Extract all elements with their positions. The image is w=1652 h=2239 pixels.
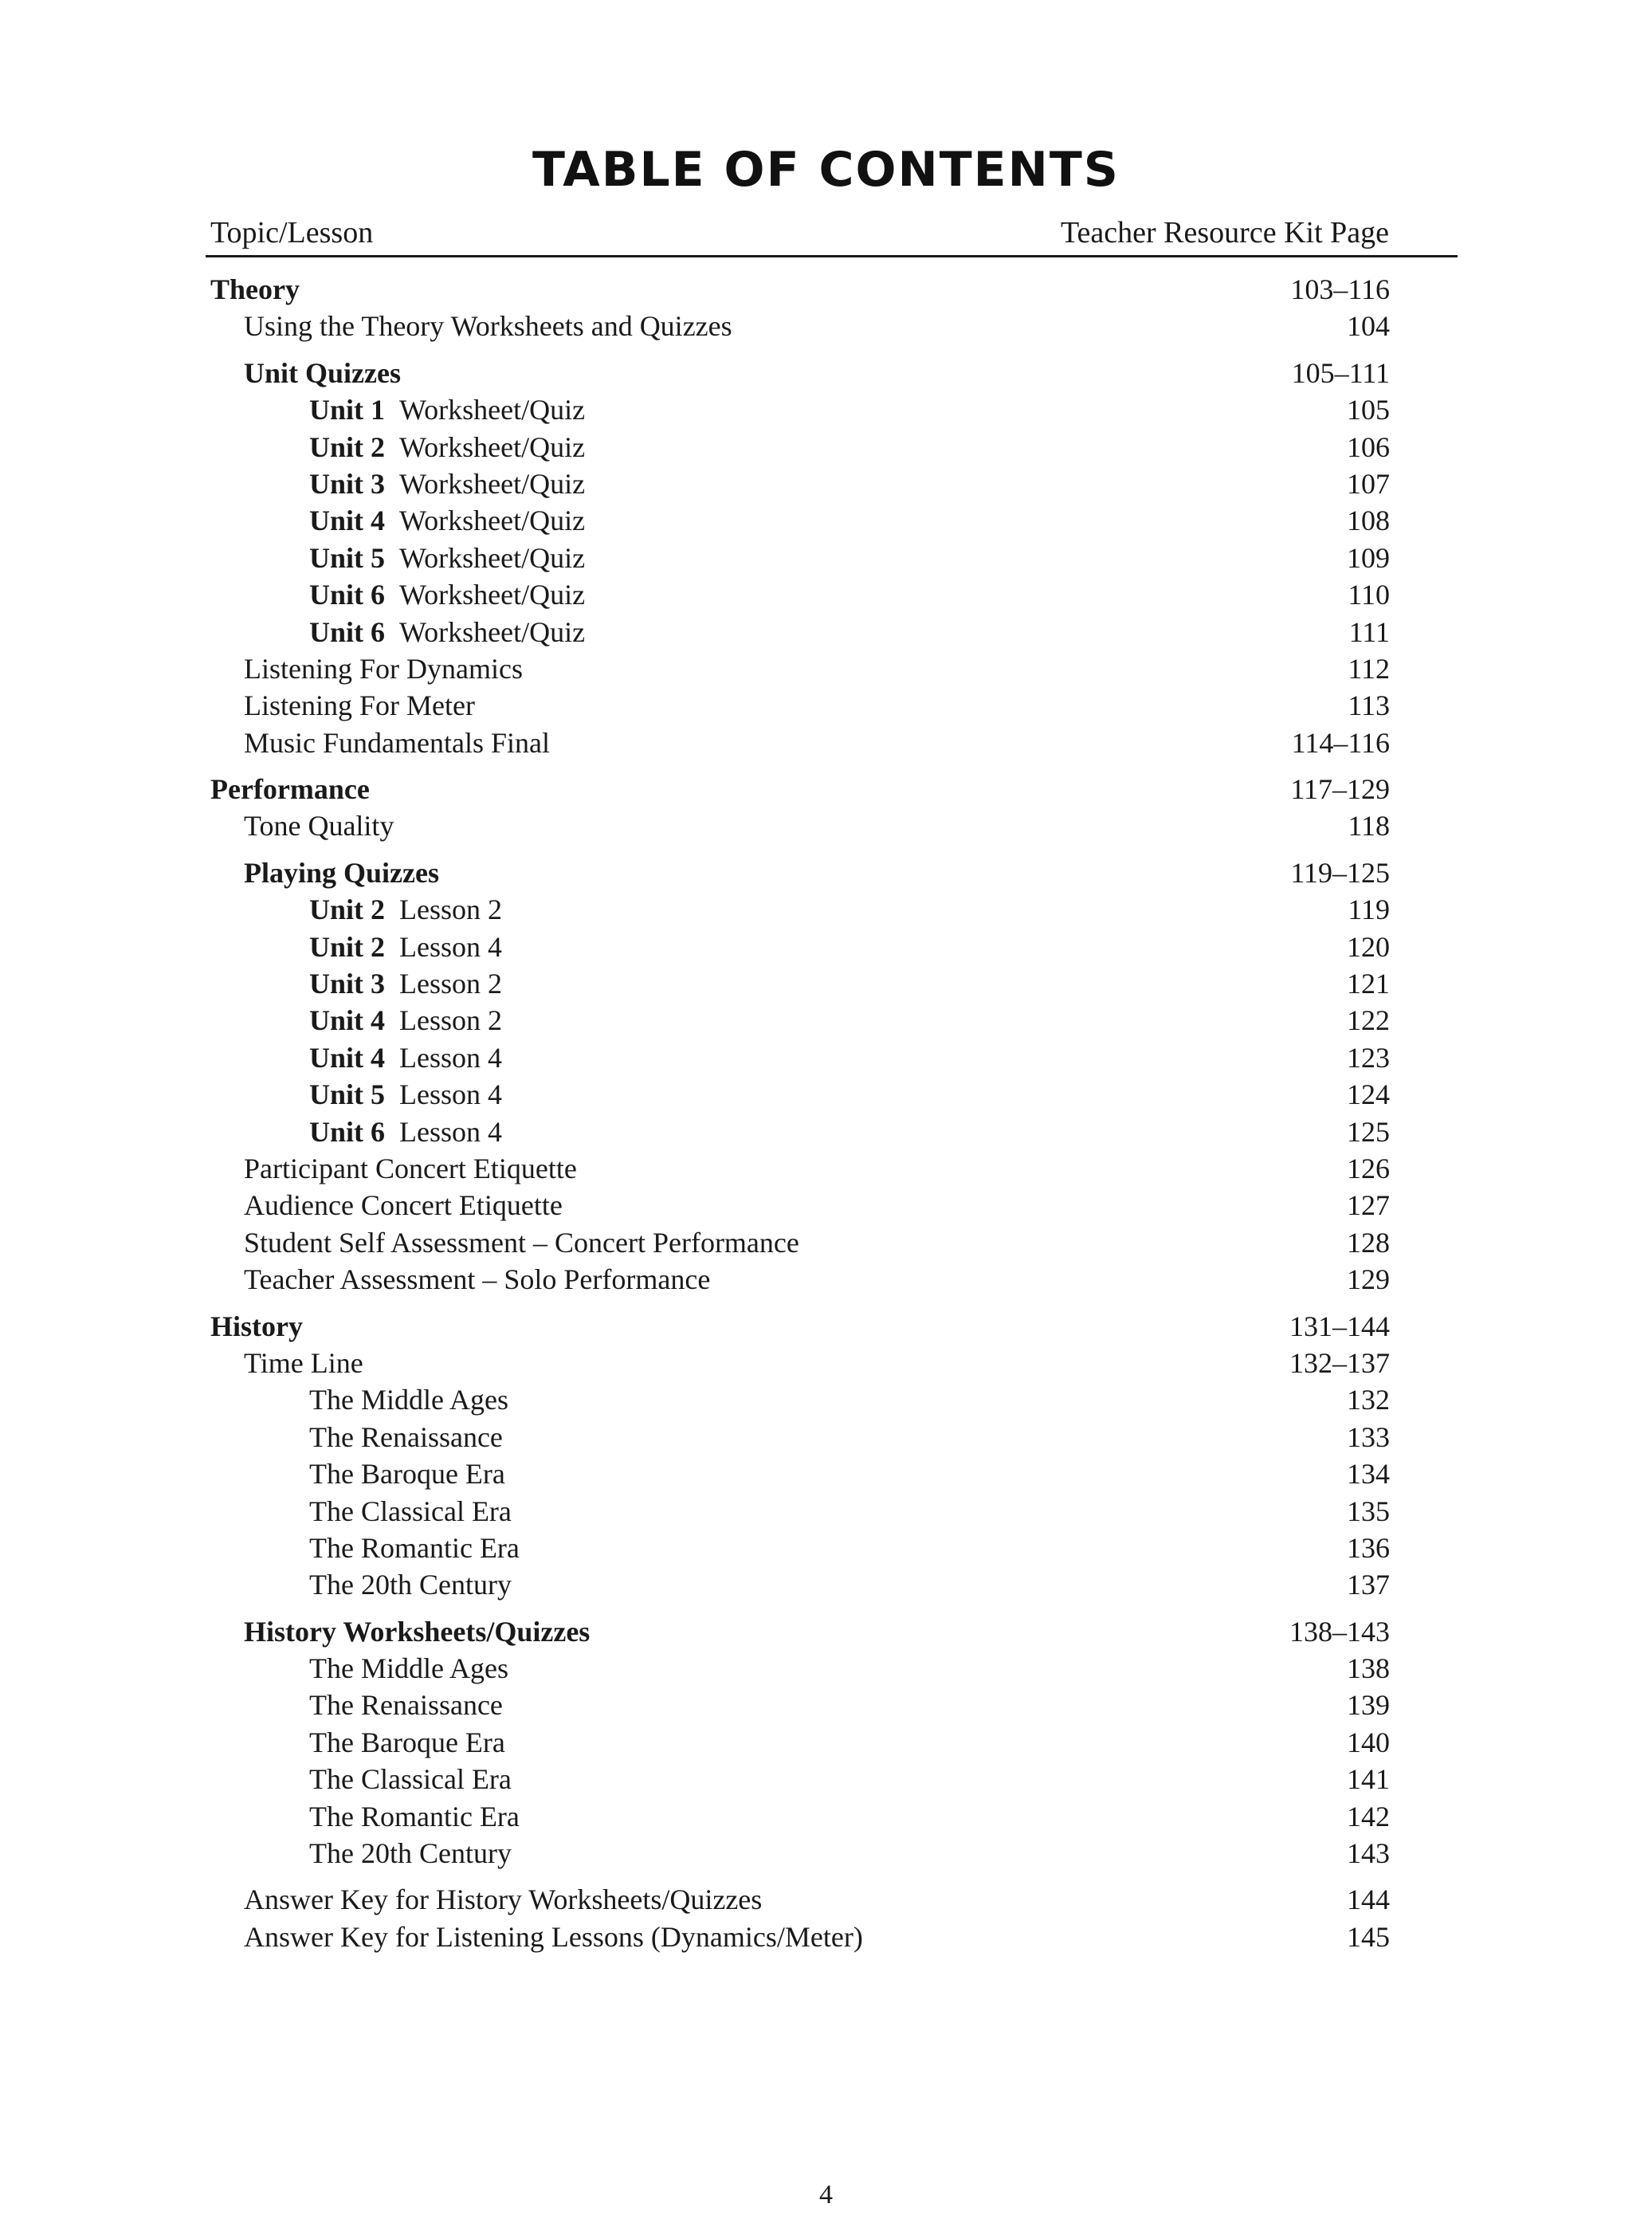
toc-entry <box>210 1345 1390 1381</box>
toc-entry-page: 137 <box>1347 1569 1390 1601</box>
toc-entry-label: Worksheet/Quiz <box>399 541 586 574</box>
toc-entry-page: 105 <box>1347 394 1390 426</box>
toc-entry-label: The Renaissance <box>309 1689 503 1722</box>
toc-entry-page: 142 <box>1347 1800 1390 1832</box>
toc-entry-topic <box>244 854 439 891</box>
toc-entry-label: The Romantic Era <box>309 1800 520 1832</box>
toc-entry <box>210 687 1390 724</box>
toc-entry-unit: Unit 6 <box>309 579 386 611</box>
toc-entry <box>210 391 1390 428</box>
toc-entry-page: 123 <box>1347 1041 1390 1074</box>
toc-entry <box>210 650 1390 687</box>
toc-entry <box>210 502 1390 539</box>
toc-entry-page: 138 <box>1347 1652 1390 1685</box>
toc-entry-label: The 20th Century <box>309 1569 512 1601</box>
toc-entry-label: Lesson 2 <box>399 894 503 926</box>
toc-entry-label: Answer Key for Listening Lessons (Dynamics/Meter) <box>244 1920 863 1953</box>
toc-entry-topic <box>210 771 370 807</box>
toc-entry <box>210 1114 1390 1150</box>
toc-entry <box>210 1493 1390 1530</box>
toc-entry-page: 143 <box>1347 1837 1390 1870</box>
toc-entry-label: Performance <box>210 773 370 806</box>
toc-entry-topic <box>244 1919 863 1955</box>
toc-entry-topic <box>309 1798 520 1835</box>
toc-entry <box>210 540 1390 576</box>
topic-lesson-header: Topic/Lesson <box>210 216 374 249</box>
toc-entry-topic <box>244 1187 563 1224</box>
toc-entry <box>210 965 1390 1002</box>
toc-entry <box>210 771 1390 807</box>
toc-entry-label: Lesson 2 <box>399 968 503 1000</box>
toc-entry-label: The Baroque Era <box>309 1458 505 1491</box>
toc-entry-page: 140 <box>1347 1726 1390 1758</box>
toc-entry-page: 105–111 <box>1291 356 1390 389</box>
toc-entry-page: 136 <box>1347 1531 1390 1564</box>
toc-entry-label: The Classical Era <box>309 1495 512 1527</box>
toc-entry-page: 129 <box>1347 1263 1390 1296</box>
toc-entry-topic <box>309 1493 512 1530</box>
toc-entry-label: Unit Quizzes <box>244 356 401 389</box>
toc-entry-topic <box>244 308 732 344</box>
toc-entry-unit: Unit 4 <box>309 1041 386 1074</box>
toc-entry-page: 135 <box>1347 1495 1390 1527</box>
toc-entry-label: Playing Quizzes <box>244 856 439 889</box>
toc-entry-page: 107 <box>1347 467 1390 500</box>
toc-entry-label: The Renaissance <box>309 1420 503 1453</box>
toc-entry <box>210 1687 1390 1723</box>
toc-entry-page: 132–137 <box>1289 1346 1390 1379</box>
toc-entry <box>210 1919 1390 1955</box>
toc-entry <box>210 1224 1390 1261</box>
toc-entry <box>210 1798 1390 1835</box>
toc-entry-page: 124 <box>1347 1078 1390 1111</box>
toc-entry-topic <box>309 614 585 650</box>
toc-entry-label: Lesson 4 <box>399 1078 503 1111</box>
toc-entry-label: Listening For Meter <box>244 689 475 722</box>
toc-entry-page: 103–116 <box>1290 273 1390 305</box>
toc-entry-page: 128 <box>1347 1226 1390 1259</box>
toc-entry-page: 112 <box>1348 652 1390 685</box>
toc-entry-topic <box>309 1650 508 1687</box>
toc-entry-topic <box>309 1724 505 1761</box>
toc-entry-unit: Unit 3 <box>309 968 386 1000</box>
toc-entry-page: 109 <box>1347 541 1390 574</box>
toc-entry-unit: Unit 5 <box>309 1078 386 1111</box>
toc-entry-page: 104 <box>1347 310 1390 343</box>
toc-entry-topic <box>244 1613 590 1650</box>
toc-entry-topic <box>244 1224 799 1261</box>
page-title: TABLE OF CONTENTS <box>532 142 1120 198</box>
toc-entry <box>210 614 1390 650</box>
toc-entry <box>210 854 1390 891</box>
toc-entry-page: 106 <box>1347 430 1390 463</box>
toc-entry-label: The Classical Era <box>309 1763 512 1796</box>
toc-entry <box>210 429 1390 465</box>
toc-entry <box>210 725 1390 761</box>
toc-entry-page: 145 <box>1347 1920 1390 1953</box>
toc-entry-label: Student Self Assessment – Concert Performance <box>244 1226 799 1259</box>
toc-entry-topic <box>244 1150 577 1187</box>
toc-entry-label: The Middle Ages <box>309 1652 508 1685</box>
toc-entry-topic <box>309 1381 508 1418</box>
toc-entry <box>210 1881 1390 1918</box>
toc-entry-topic <box>244 1881 762 1918</box>
toc-entry-topic <box>244 687 475 724</box>
toc-entry <box>210 1566 1390 1603</box>
page-number: 4 <box>819 2180 833 2210</box>
toc-entry-topic <box>210 1308 303 1345</box>
toc-entry-page: 108 <box>1347 505 1390 537</box>
toc-entry-label: History <box>210 1310 303 1342</box>
toc-entry-page: 113 <box>1348 689 1390 722</box>
toc-entry-topic <box>309 1039 502 1076</box>
toc-entry-page: 134 <box>1347 1458 1390 1491</box>
toc-entry-unit: Unit 2 <box>309 894 386 926</box>
toc-entry-label: Time Line <box>244 1346 363 1379</box>
toc-entry <box>210 576 1390 613</box>
toc-entry-page: 119–125 <box>1290 856 1390 889</box>
toc-entry <box>210 807 1390 844</box>
toc-entry-label: Listening For Dynamics <box>244 652 523 685</box>
toc-entry-topic <box>309 1076 502 1113</box>
toc-entry-topic <box>309 540 585 576</box>
toc-entry <box>210 929 1390 965</box>
toc-entry-topic <box>210 271 300 308</box>
toc-entry-label: History Worksheets/Quizzes <box>244 1615 591 1648</box>
toc-entry-page: 127 <box>1347 1189 1390 1222</box>
toc-entry-topic <box>309 1761 512 1797</box>
toc-entry-topic <box>309 929 502 965</box>
toc-entry-page: 119 <box>1348 894 1390 926</box>
table-of-contents <box>210 271 1390 1955</box>
toc-entry <box>210 1039 1390 1076</box>
toc-entry-topic <box>309 391 585 428</box>
toc-entry <box>210 1530 1390 1566</box>
toc-entry <box>210 1761 1390 1797</box>
toc-entry-page: 121 <box>1347 968 1390 1000</box>
toc-entry-label: Lesson 4 <box>399 1115 503 1148</box>
toc-entry-page: 114–116 <box>1291 726 1390 759</box>
toc-entry-label: Theory <box>210 273 300 305</box>
toc-entry <box>210 1261 1390 1298</box>
toc-entry <box>210 308 1390 344</box>
resource-kit-page-header: Teacher Resource Kit Page <box>1061 216 1389 249</box>
toc-entry-topic <box>309 1566 512 1603</box>
toc-entry-label: Music Fundamentals Final <box>244 726 550 759</box>
toc-entry <box>210 1381 1390 1418</box>
toc-entry-topic <box>309 1419 503 1455</box>
toc-entry-label: Worksheet/Quiz <box>399 394 586 426</box>
toc-entry <box>210 465 1390 502</box>
toc-entry <box>210 1002 1390 1039</box>
toc-entry-topic <box>309 965 502 1002</box>
toc-entry-label: Worksheet/Quiz <box>399 467 586 500</box>
toc-entry-topic <box>309 576 585 613</box>
toc-entry-label: Answer Key for History Worksheets/Quizzes <box>244 1884 763 1916</box>
toc-entry-page: 122 <box>1347 1004 1390 1037</box>
toc-entry-page: 125 <box>1347 1115 1390 1148</box>
toc-entry <box>210 355 1390 391</box>
toc-entry-label: Audience Concert Etiquette <box>244 1189 563 1222</box>
toc-entry <box>210 891 1390 928</box>
toc-entry <box>210 1419 1390 1455</box>
toc-entry-topic <box>244 725 550 761</box>
toc-entry-label: Lesson 4 <box>399 930 503 963</box>
toc-entry-label: Using the Theory Worksheets and Quizzes <box>244 310 732 343</box>
toc-entry <box>210 271 1390 308</box>
toc-entry-unit: Unit 1 <box>309 394 386 426</box>
toc-entry-label: The Romantic Era <box>309 1531 520 1564</box>
toc-entry-page: 141 <box>1347 1763 1390 1796</box>
toc-entry-topic <box>309 465 585 502</box>
toc-entry <box>210 1650 1390 1687</box>
toc-entry-page: 120 <box>1347 930 1390 963</box>
toc-entry-label: Participant Concert Etiquette <box>244 1152 577 1184</box>
toc-entry-page: 131–144 <box>1289 1310 1390 1342</box>
toc-entry <box>210 1187 1390 1224</box>
toc-entry-page: 126 <box>1347 1152 1390 1184</box>
toc-entry <box>210 1076 1390 1113</box>
toc-entry <box>210 1835 1390 1872</box>
toc-entry-unit: Unit 6 <box>309 615 386 648</box>
toc-entry-label: Teacher Assessment – Solo Performance <box>244 1263 711 1296</box>
toc-entry-label: The Baroque Era <box>309 1726 505 1758</box>
toc-entry-page: 138–143 <box>1289 1615 1390 1648</box>
toc-entry-page: 144 <box>1347 1884 1390 1916</box>
toc-entry-page: 118 <box>1348 810 1390 843</box>
toc-entry-unit: Unit 4 <box>309 505 386 537</box>
toc-entry <box>210 1308 1390 1345</box>
toc-entry-page: 110 <box>1348 579 1390 611</box>
toc-entry-label: Lesson 4 <box>399 1041 503 1074</box>
toc-entry-unit: Unit 3 <box>309 467 386 500</box>
toc-entry-topic <box>244 1345 363 1381</box>
toc-entry-topic <box>244 1261 710 1298</box>
toc-entry-label: The Middle Ages <box>309 1384 508 1416</box>
toc-entry-topic <box>309 891 502 928</box>
toc-entry-topic <box>309 502 585 539</box>
toc-entry <box>210 1613 1390 1650</box>
toc-entry-unit: Unit 6 <box>309 1115 386 1148</box>
toc-entry-label: Worksheet/Quiz <box>399 615 586 648</box>
header-rule <box>206 255 1458 257</box>
toc-entry-topic <box>244 807 394 844</box>
toc-entry-topic <box>309 1835 512 1872</box>
toc-entry-page: 117–129 <box>1290 773 1390 806</box>
toc-entry-topic <box>244 355 401 391</box>
toc-entry <box>210 1724 1390 1761</box>
toc-entry-label: Worksheet/Quiz <box>399 430 586 463</box>
toc-entry-unit: Unit 2 <box>309 430 386 463</box>
toc-entry-page: 111 <box>1348 615 1390 648</box>
toc-entry-label: The 20th Century <box>309 1837 512 1870</box>
toc-entry-topic <box>309 1455 505 1492</box>
toc-entry-topic <box>309 1687 503 1723</box>
toc-entry <box>210 1455 1390 1492</box>
toc-entry-unit: Unit 4 <box>309 1004 386 1037</box>
toc-entry-page: 139 <box>1347 1689 1390 1722</box>
toc-entry-label: Tone Quality <box>244 810 394 843</box>
toc-entry-label: Worksheet/Quiz <box>399 505 586 537</box>
toc-entry-topic <box>309 429 585 465</box>
toc-entry-topic <box>309 1002 502 1039</box>
toc-entry-unit: Unit 2 <box>309 930 386 963</box>
toc-entry-label: Lesson 2 <box>399 1004 503 1037</box>
toc-entry-topic <box>244 650 523 687</box>
toc-entry-page: 133 <box>1347 1420 1390 1453</box>
toc-entry-page: 132 <box>1347 1384 1390 1416</box>
toc-entry-topic <box>309 1530 520 1566</box>
toc-entry-label: Worksheet/Quiz <box>399 579 586 611</box>
toc-entry-unit: Unit 5 <box>309 541 386 574</box>
toc-entry <box>210 1150 1390 1187</box>
toc-entry-topic <box>309 1114 502 1150</box>
